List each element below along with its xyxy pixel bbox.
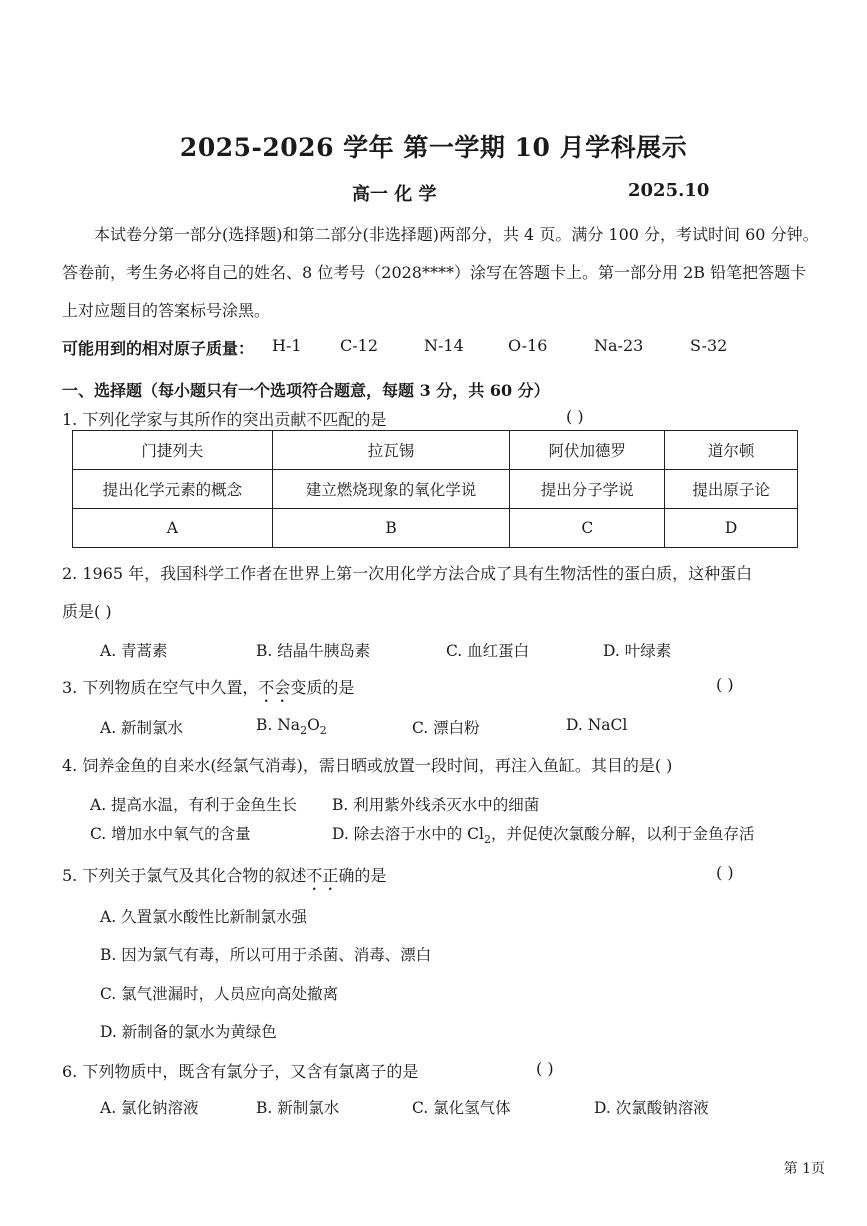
mass-item: H-1 <box>272 336 302 355</box>
option-a: A. 久置氯水酸性比新制氯水强 <box>100 908 308 926</box>
option-c: C. 血红蛋白 <box>446 642 530 660</box>
option-b: B. 新制氯水 <box>256 1099 340 1117</box>
question-3-stem <box>62 675 354 706</box>
option-a: A. 青蒿素 <box>100 642 168 660</box>
option-c: C. 漂白粉 <box>412 719 480 737</box>
option-text: D. 除去溶于水中的 Cl <box>332 825 484 843</box>
option-d: D. 叶绿素 <box>603 642 672 660</box>
answer-blank: ( ) <box>566 407 584 426</box>
question-5-stem <box>62 863 386 894</box>
table-cell: 拉瓦锡 <box>272 431 510 470</box>
emphasized-text: 不正 <box>306 866 339 885</box>
question-1-stem: 1. 下列化学家与其所作的突出贡献不匹配的是 <box>62 410 387 429</box>
answer-blank: ( ) <box>536 1059 554 1078</box>
option-text: B. Na <box>256 716 301 734</box>
question-1-table <box>72 430 798 548</box>
mass-item: S-32 <box>690 336 728 355</box>
question-2-stem: 2. 1965 年，我国科学工作者在世界上第一次用化学方法合成了具有生物活性的蛋白质，这种蛋白 <box>62 564 753 583</box>
table-cell: 建立燃烧现象的氧化学说 <box>272 470 510 509</box>
table-cell: 提出原子论 <box>665 470 798 509</box>
answer-blank: ( ) <box>716 863 734 882</box>
option-a: A. 氯化钠溶液 <box>100 1099 199 1117</box>
option-c: C. 氯化氢气体 <box>412 1099 511 1117</box>
question-4-stem: 4. 饲养金鱼的自来水(经氯气消毒)，需日晒或放置一段时间，再注入鱼缸。其目的是( ) <box>62 756 673 775</box>
option-b: B. 结晶牛胰岛素 <box>256 642 371 660</box>
option-d: D. 次氯酸钠溶液 <box>594 1099 709 1117</box>
option-d: D. NaCl <box>566 716 628 734</box>
exam-instructions: 本试卷分第一部分(选择题)和第二部分(非选择题)两部分，共 4 页。满分 100 分，考试时间 60 分钟。答卷前，考生务必将自己的姓名、8 位考号（2028****）涂写在答题卡上。第一部分用 2B 铅笔把答题卡上对应题目的答案标号涂黑。 <box>62 225 819 320</box>
table-cell: D <box>665 509 798 548</box>
option-a: A. 新制氯水 <box>100 719 184 737</box>
stem-text: 5. 下列关于氯气及其化合物的叙述 <box>62 866 307 885</box>
table-cell: 道尔顿 <box>665 431 798 470</box>
mass-item: O-16 <box>508 336 548 355</box>
page-title: 2025-2026 学年 第一学期 10 月学科展示 <box>179 133 688 162</box>
stem-text: 确的是 <box>338 866 387 885</box>
option-c: C. 增加水中氧气的含量 <box>90 825 251 843</box>
table-cell: 提出化学元素的概念 <box>73 470 273 509</box>
option-d: D. 新制备的氯水为黄绿色 <box>100 1023 277 1041</box>
table-row <box>73 509 798 548</box>
answer-blank: ( ) <box>716 675 734 694</box>
page-number: 第 1页 <box>783 1161 825 1177</box>
stem-text: 变质的是 <box>290 678 355 697</box>
option-b: B. 利用紫外线杀灭水中的细菌 <box>332 796 540 814</box>
table-cell: 提出分子学说 <box>510 470 665 509</box>
exam-date: 2025.10 <box>628 180 710 201</box>
mass-item: N-14 <box>424 336 464 355</box>
table-cell: B <box>272 509 510 548</box>
table-row <box>73 431 798 470</box>
table-cell: C <box>510 509 665 548</box>
table-cell: 门捷列夫 <box>73 431 273 470</box>
option-b: B. 因为氯气有毒，所以可用于杀菌、消毒、漂白 <box>100 946 432 964</box>
question-2-stem-cont: 质是( ) <box>62 602 112 621</box>
mass-item: Na-23 <box>594 336 644 355</box>
option-a: A. 提高水温，有利于金鱼生长 <box>90 796 298 814</box>
mass-item: C-12 <box>340 336 379 355</box>
option-d: D. 除去溶于水中的 $Cl_2$，并促使次氯酸分解，以利于金鱼存活 <box>332 825 755 847</box>
subject-label: 高一 化 学 <box>352 184 437 205</box>
option-b: B. $Na_2O_2$ <box>256 716 327 738</box>
stem-text: 3. 下列物质在空气中久置， <box>62 678 259 697</box>
emphasized-text: 不会 <box>258 678 291 697</box>
option-c: C. 氯气泄漏时，人员应向高处撤离 <box>100 985 339 1003</box>
question-6-stem: 6. 下列物质中，既含有氯分子，又含有氯离子的是 <box>62 1062 419 1081</box>
table-cell: A <box>73 509 273 548</box>
option-text: ，并促使次氯酸分解，以利于金鱼存活 <box>490 825 755 843</box>
atomic-masses <box>62 336 728 359</box>
table-cell: 阿伏加德罗 <box>510 431 665 470</box>
section-heading: 一、选择题（每小题只有一个选项符合题意，每题 3 分，共 60 分） <box>62 381 550 400</box>
table-row <box>73 470 798 509</box>
atomic-masses-label: 可能用到的相对原子质量： <box>62 339 255 358</box>
